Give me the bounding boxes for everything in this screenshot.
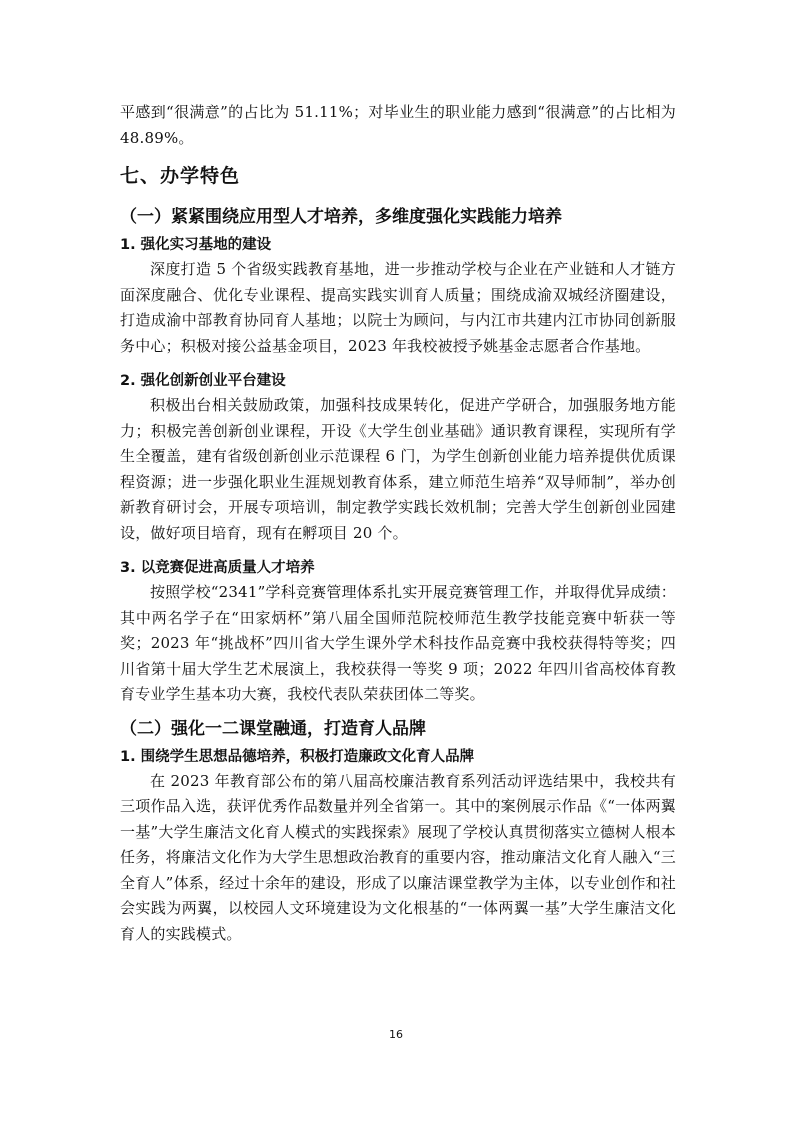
subsection-2-title: （二）强化一二课堂融通，打造育人品牌 bbox=[120, 718, 426, 739]
item-1-1-heading: 1. 强化实习基地的建设 bbox=[120, 237, 272, 253]
item-1-3-paragraph: 按照学校“2341”学科竞赛管理体系扎实开展竞赛管理工作，并取得优异成绩：其中两名学子在“田家炳杯”第八届全国师范院校师范生教学技能竞赛中斩获一等奖；2023 年“挑战杯”四川省大学生课外学术科技作品竞赛中我校获得特等奖；四川省第十届大学生艺术展演上，我校获得一等奖 9 项；2022 年四川省高校体育教育专业学生基本功大赛，我校代表队荣获团体二等奖。 bbox=[120, 583, 676, 703]
item-2-1-heading: 1. 围绕学生思想品德培养，积极打造廉政文化育人品牌 bbox=[120, 748, 475, 765]
intro-continuation-paragraph: 平感到“很满意”的占比为 51.11%；对毕业生的职业能力感到“很满意”的占比相为 48.89%。 bbox=[120, 103, 676, 147]
item-1-3-heading: 3. 以竞赛促进高质量人才培养 bbox=[120, 560, 315, 576]
page-content bbox=[120, 100, 676, 947]
item-2-1-paragraph: 在 2023 年教育部公布的第八届高校廉洁教育系列活动评选结果中，我校共有三项作品入选，获评优秀作品数量并列全省第一。其中的案例展示作品《“一体两翼一基”大学生廉洁文化育人模式的实践探索》展现了学校认真贯彻落实立德树人根本任务，将廉洁文化作为大学生思想政治教育的重要内容，推动廉洁文化育人融入“三全育人”体系，经过十余年的建设，形成了以廉洁课堂教学为主体，以专业创作和社会实践为两翼，以校园人文环境建设为文化根基的“一体两翼一基”大学生廉洁文化育人的实践模式。 bbox=[120, 771, 676, 943]
item-1-1-paragraph: 深度打造 5 个省级实践教育基地，进一步推动学校与企业在产业链和人才链方面深度融合、优化专业课程、提高实践实训育人质量；围绕成渝双城经济圈建设，打造成渝中部教育协同育人基地；以院士为顾问，与内江市共建内江市协同创新服务中心；积极对接公益基金项目，2023 年我校被授予姚基金志愿者合作基地。 bbox=[120, 260, 676, 355]
item-1-2-paragraph: 积极出台相关鼓励政策，加强科技成果转化，促进产学研合，加强服务地方能力；积极完善创新创业课程，开设《大学生创业基础》通识教育课程，实现所有学生全覆盖，建有省级创新创业示范课程 6 门，为学生创新创业能力培养提供优质课程资源；进一步强化职业生涯规划教育体系，建立师范生培养“双导师制”，举办创新教育研讨会，开展专项培训，制定教学实践长效机制；完善大学生创新创业园建设，做好项目培育，现有在孵项目 20 个。 bbox=[120, 396, 676, 542]
subsection-1-title: （一）紧紧围绕应用型人才培养，多维度强化实践能力培养 bbox=[120, 207, 562, 227]
section-title: 七、办学特色 bbox=[120, 165, 241, 187]
page-number: 16 bbox=[389, 1028, 403, 1041]
item-1-2-heading: 2. 强化创新创业平台建设 bbox=[120, 373, 286, 389]
